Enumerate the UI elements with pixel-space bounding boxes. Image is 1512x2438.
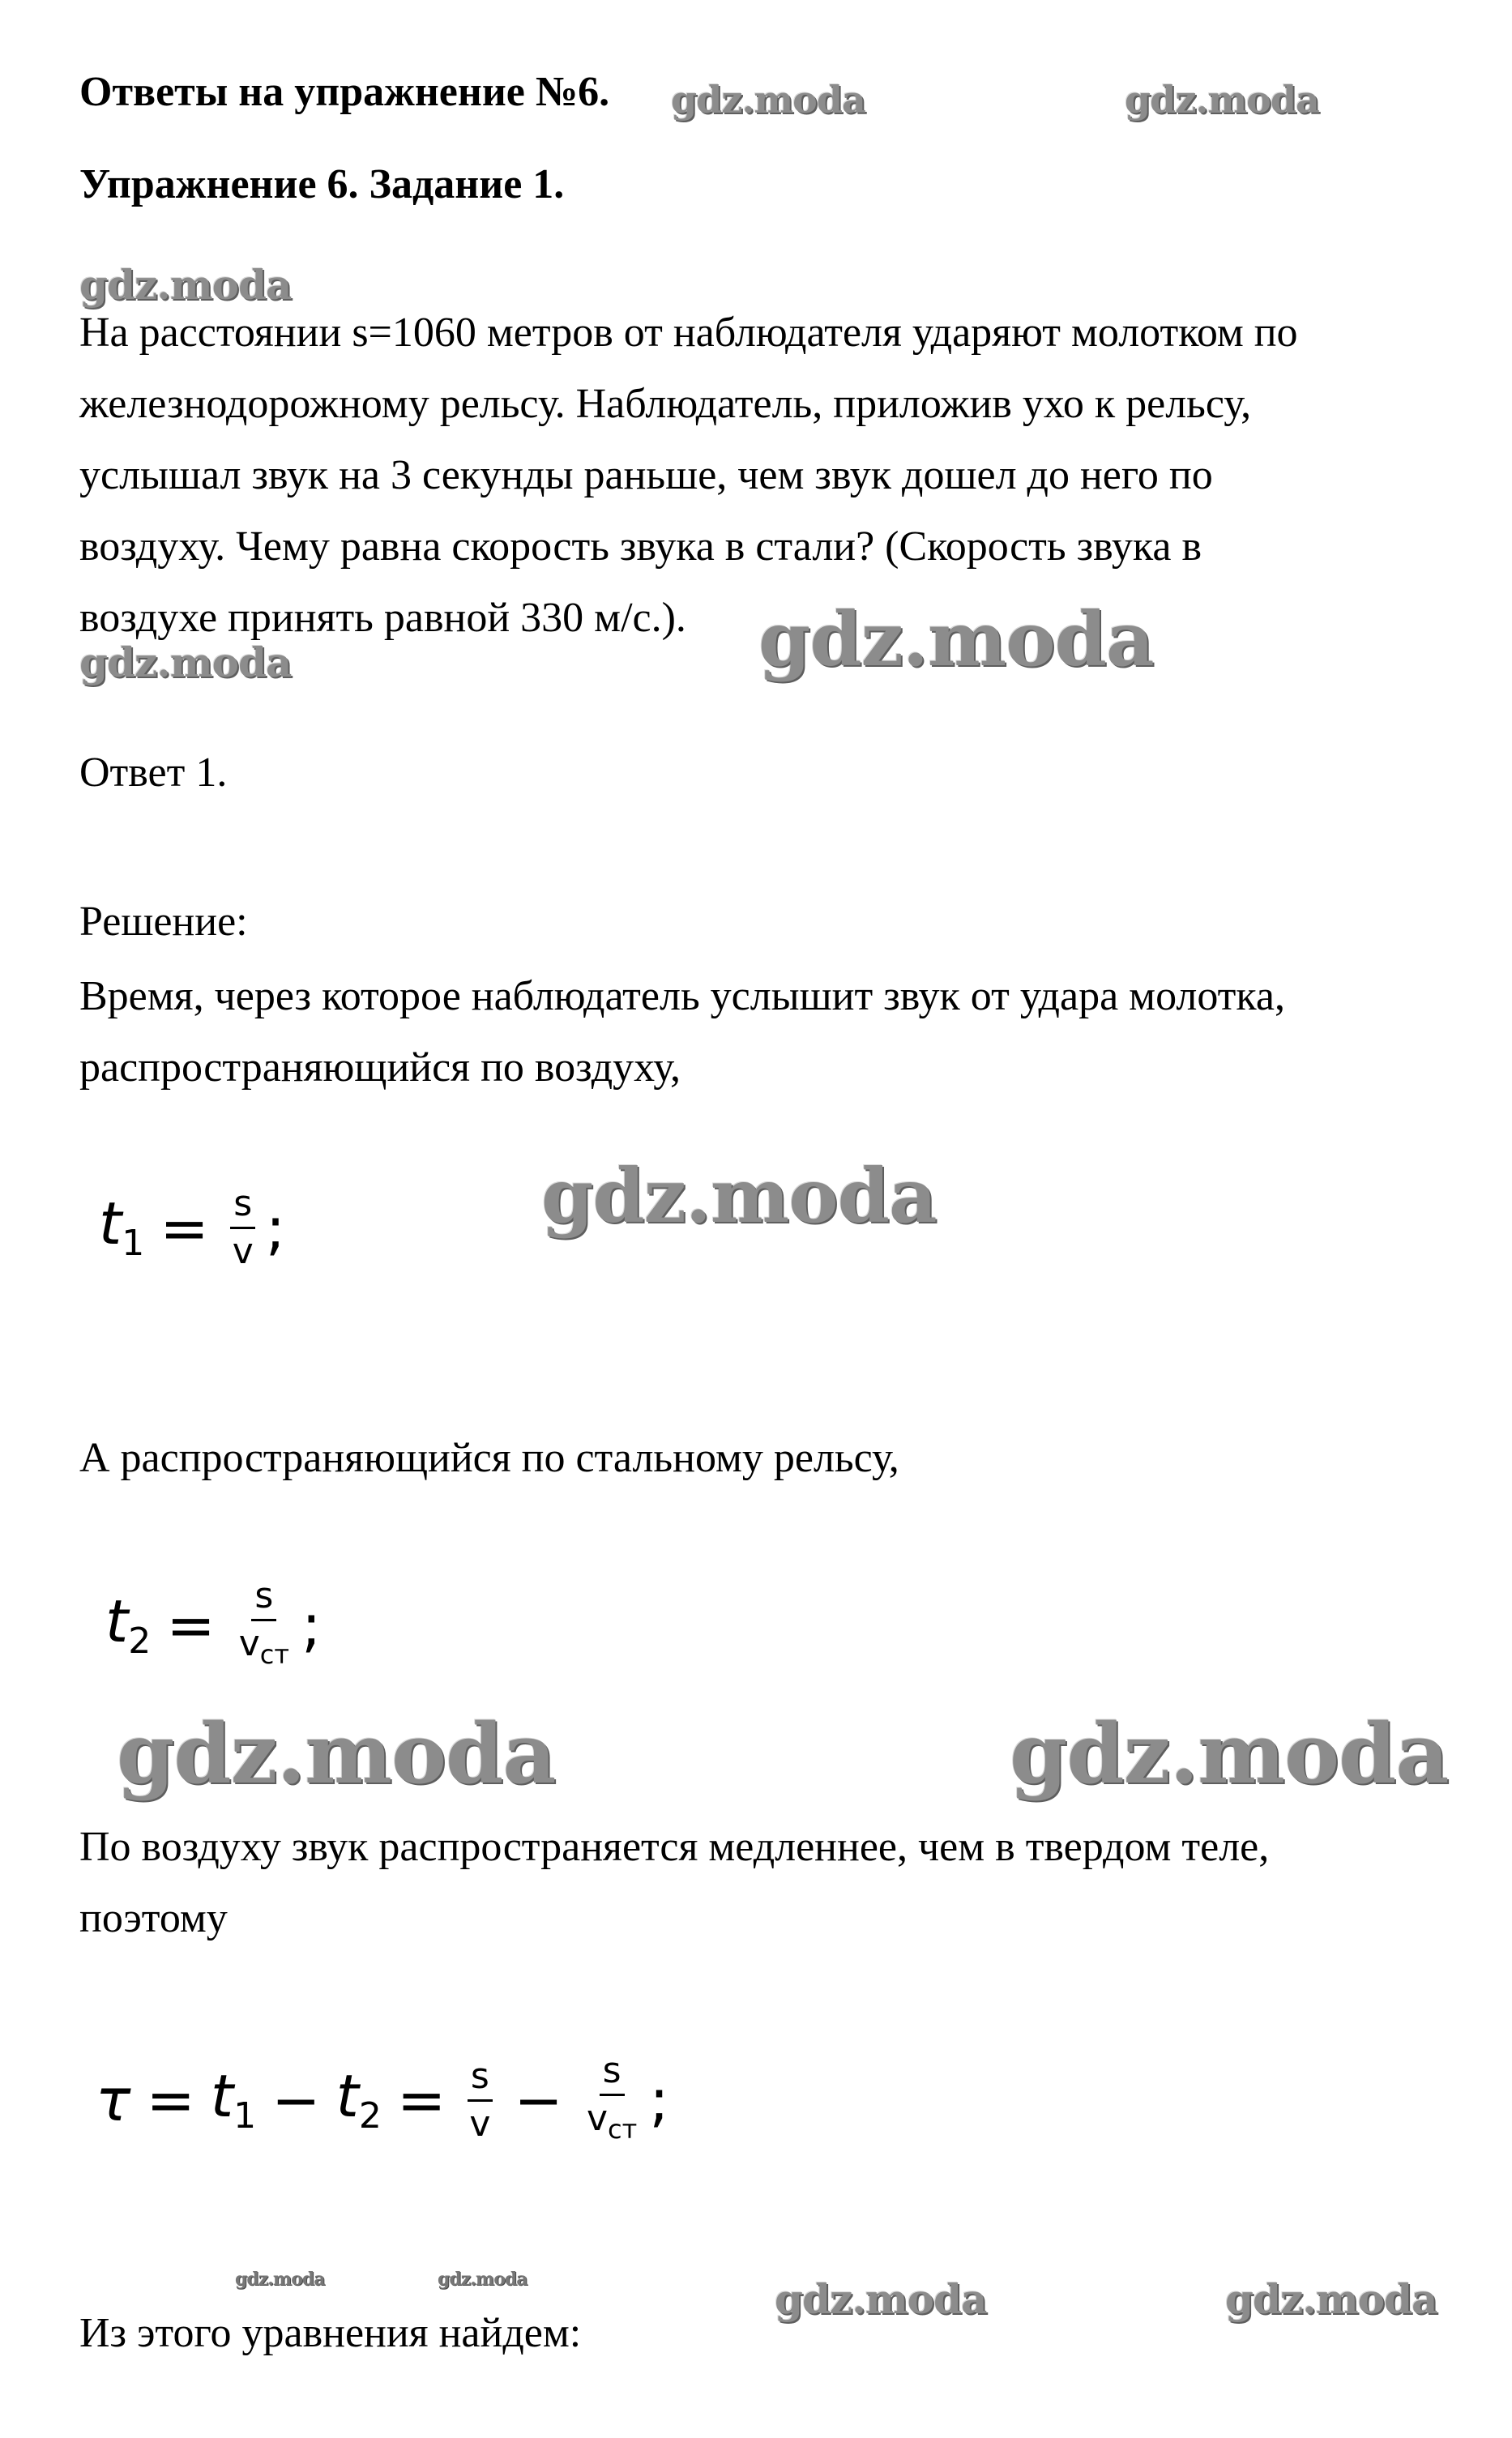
solution-text-air <box>79 961 1455 1104</box>
formula-tau-equals: = <box>146 2066 195 2134</box>
answer-label: Ответ 1. <box>79 749 228 796</box>
formula-t2 <box>105 1573 321 1677</box>
formula-tau-t1: $t_1$ <box>210 2061 257 2137</box>
solution-line: распространяющийся по воздуху, <box>79 1044 681 1091</box>
fraction-denominator: $v_{ст}$ <box>238 1623 290 1670</box>
formula-t1-equals: = <box>160 1193 209 1262</box>
fraction-numerator: s <box>600 2048 625 2096</box>
exercise-subtitle: Упражнение 6. Задание 1. <box>79 161 565 207</box>
problem-line: железнодорожному рельсу. Наблюдатель, приложив ухо к рельсу, <box>79 381 1252 427</box>
formula-t1-fraction <box>229 1181 257 1275</box>
formula-tau-minus-2: − <box>514 2066 563 2134</box>
formula-tau-fraction-steel <box>583 2048 640 2152</box>
problem-line: На расстоянии s=1060 метров от наблюдателя ударяют молотком по <box>79 310 1298 356</box>
formula-t1 <box>99 1181 285 1275</box>
solution-label: Решение: <box>79 899 248 945</box>
formula-tau-equals-2: = <box>396 2066 446 2134</box>
solution-text-comparison <box>79 1812 1455 1954</box>
watermark: gdz.moda <box>235 2269 325 2290</box>
formula-t2-semicolon: ; <box>301 1591 322 1659</box>
watermark: gdz.moda <box>671 78 865 122</box>
watermark: gdz.moda <box>1010 1706 1449 1803</box>
watermark: gdz.moda <box>117 1706 556 1803</box>
formula-tau-semicolon: ; <box>649 2066 669 2134</box>
solution-text-steel: А распространяющийся по стальному рельсу, <box>79 1435 899 1481</box>
watermark: gdz.moda <box>1125 78 1319 122</box>
formula-t2-fraction <box>236 1573 293 1677</box>
solution-text-conclusion: Из этого уравнения найдем: <box>79 2310 582 2356</box>
formula-tau-t2: $t_2$ <box>335 2061 382 2137</box>
formula-t1-lhs: $t_1$ <box>99 1189 145 1264</box>
fraction-numerator: s <box>251 1573 276 1621</box>
watermark: gdz.moda <box>758 596 1154 683</box>
solution-line: Время, через которое наблюдатель услышит звук от удара молотка, <box>79 973 1285 1019</box>
fraction-numerator: s <box>468 2054 493 2102</box>
watermark: gdz.moda <box>775 2275 987 2323</box>
solution-line: поэтому <box>79 1895 228 1941</box>
watermark: gdz.moda <box>541 1152 937 1240</box>
problem-line: воздухе принять равной 330 м/с.). <box>79 595 686 641</box>
fraction-numerator: s <box>230 1181 255 1229</box>
formula-t2-lhs: $t_2$ <box>105 1586 152 1662</box>
formula-tau <box>96 2048 669 2152</box>
fraction-denominator: v <box>232 1231 254 1272</box>
problem-line: воздуху. Чему равна скорость звука в стали? (Скорость звука в <box>79 523 1202 570</box>
watermark: gdz.moda <box>79 638 292 686</box>
watermark: gdz.moda <box>1225 2275 1437 2323</box>
page-title: Ответы на упражнение №6. <box>79 69 610 115</box>
problem-line: услышал звук на 3 секунды раньше, чем звук дошел до него по <box>79 452 1213 498</box>
formula-t2-equals: = <box>166 1591 216 1659</box>
solution-line: По воздуху звук распространяется медленнее, чем в твердом теле, <box>79 1824 1270 1870</box>
formula-tau-symbol: τ <box>96 2066 131 2134</box>
formula-tau-fraction-air <box>466 2054 493 2147</box>
formula-tau-minus: − <box>271 2066 321 2134</box>
fraction-denominator: v <box>469 2103 491 2145</box>
watermark: gdz.moda <box>79 261 292 309</box>
watermark: gdz.moda <box>438 2269 527 2290</box>
formula-t1-semicolon: ; <box>265 1193 286 1262</box>
fraction-denominator: $v_{ст}$ <box>586 2098 638 2145</box>
